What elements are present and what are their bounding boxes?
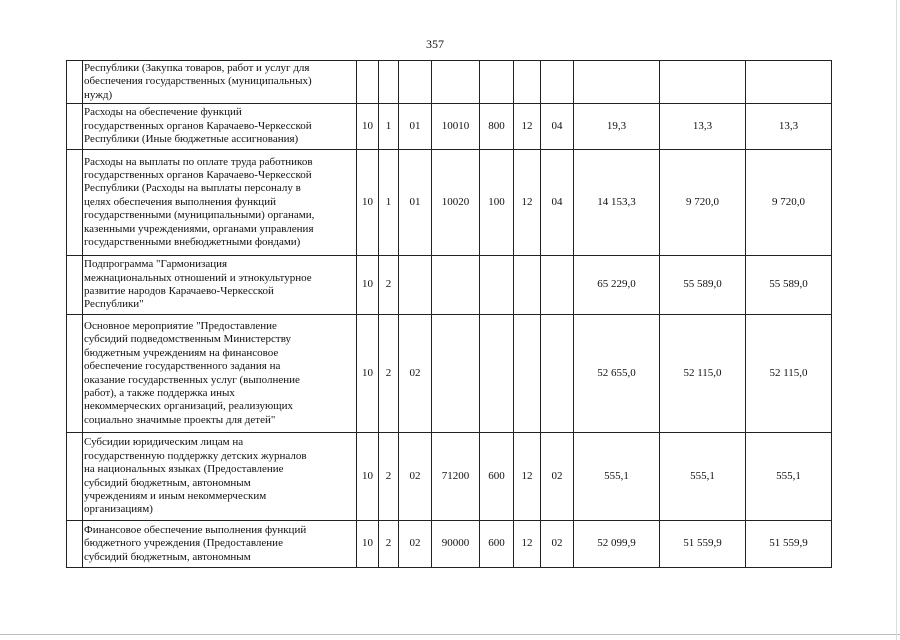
subsection-code-cell: 04	[541, 150, 574, 256]
expense-type-code-cell: 800	[480, 104, 514, 150]
row-name-line: Республики (Иные бюджетные ассигнования)	[84, 133, 299, 146]
page-bottom-edge	[0, 634, 900, 635]
subsection-code-cell	[541, 315, 574, 433]
row-margin-cell	[67, 315, 83, 433]
main-activity-code-cell: 02	[399, 315, 432, 433]
expense-type-code-cell	[480, 256, 514, 315]
row-margin-cell	[67, 256, 83, 315]
program-code-cell: 10	[357, 433, 379, 521]
main-activity-code-cell: 01	[399, 150, 432, 256]
row-name-line: на национальных языках (Предоставление	[84, 463, 284, 476]
budget-table	[66, 60, 832, 568]
expense-type-code-cell	[480, 315, 514, 433]
amount-year2-cell: 555,1	[660, 433, 746, 521]
amount-year2-cell: 9 720,0	[660, 150, 746, 256]
subprogram-code-cell: 1	[379, 150, 399, 256]
subprogram-code-cell: 1	[379, 104, 399, 150]
amount-year2-cell	[660, 61, 746, 104]
program-code-cell: 10	[357, 104, 379, 150]
row-name-line: государственных органов Карачаево-Черкесской	[84, 119, 312, 132]
amount-year3-cell: 52 115,0	[746, 315, 832, 433]
row-name-line: Республики"	[84, 298, 144, 311]
row-name-cell	[83, 150, 357, 256]
amount-year1-cell	[574, 61, 660, 104]
amount-year3-cell: 9 720,0	[746, 150, 832, 256]
section-code-cell: 12	[514, 104, 541, 150]
row-name-line: Республики (Закупка товаров, работ и услуг для	[84, 61, 310, 74]
subprogram-code-cell	[379, 61, 399, 104]
expense-type-code-cell	[480, 61, 514, 104]
table-row	[67, 433, 832, 521]
row-name-cell	[83, 521, 357, 568]
subsection-code-cell	[541, 61, 574, 104]
row-margin-cell	[67, 61, 83, 104]
amount-year1-cell: 14 153,3	[574, 150, 660, 256]
program-code-cell: 10	[357, 315, 379, 433]
row-name-line: субсидий бюджетным, автономным	[84, 476, 251, 489]
row-name-line: Расходы на обеспечение функций	[84, 106, 242, 119]
row-name-cell	[83, 315, 357, 433]
table-row	[67, 315, 832, 433]
table-row	[67, 104, 832, 150]
direction-code-cell: 10010	[432, 104, 480, 150]
section-code-cell	[514, 61, 541, 104]
program-code-cell: 10	[357, 256, 379, 315]
expense-type-code-cell: 100	[480, 150, 514, 256]
row-name-line: Финансовое обеспечение выполнения функций	[84, 523, 307, 536]
table-row	[67, 150, 832, 256]
amount-year2-cell: 55 589,0	[660, 256, 746, 315]
row-name-line: развитие народов Карачаево-Черкесской	[84, 285, 274, 297]
row-name-line: субсидий бюджетным, автономным	[84, 550, 251, 563]
program-code-cell	[357, 61, 379, 104]
amount-year1-cell: 19,3	[574, 104, 660, 150]
amount-year1-cell: 52 099,9	[574, 521, 660, 568]
row-name-line: Расходы на выплаты по оплате труда работников	[84, 155, 313, 168]
expense-type-code-cell: 600	[480, 433, 514, 521]
row-name-line: бюджетным учреждениям на финансовое	[84, 346, 279, 359]
main-activity-code-cell	[399, 256, 432, 315]
main-activity-code-cell: 02	[399, 433, 432, 521]
row-name-line: организациям)	[84, 503, 153, 516]
row-name-line: бюджетного учреждения (Предоставление	[84, 537, 283, 550]
row-name-line: обеспечение государственного задания на	[84, 360, 281, 373]
row-name-line: целях обеспечения выполнения функций	[84, 195, 276, 208]
subsection-code-cell: 04	[541, 104, 574, 150]
table-row	[67, 61, 832, 104]
row-name-line: учреждениям и иным некоммерческим	[84, 489, 267, 502]
row-name-line: субсидий подведомственным Министерству	[84, 333, 292, 346]
subprogram-code-cell: 2	[379, 521, 399, 568]
amount-year3-cell: 55 589,0	[746, 256, 832, 315]
row-name-line: социально значимые проекты для детей"	[84, 413, 276, 426]
row-name-line: государственными внебюджетными фондами)	[84, 236, 301, 249]
row-name-line: Республики (Расходы на выплаты персоналу в	[84, 182, 301, 195]
subprogram-code-cell: 2	[379, 256, 399, 315]
section-code-cell: 12	[514, 521, 541, 568]
direction-code-cell: 71200	[432, 433, 480, 521]
amount-year2-cell: 52 115,0	[660, 315, 746, 433]
table-row	[67, 256, 832, 315]
subsection-code-cell: 02	[541, 521, 574, 568]
program-code-cell: 10	[357, 521, 379, 568]
direction-code-cell	[432, 315, 480, 433]
subsection-code-cell: 02	[541, 433, 574, 521]
direction-code-cell: 10020	[432, 150, 480, 256]
row-name-line: государственных органов Карачаево-Черкесской	[84, 168, 312, 181]
section-code-cell	[514, 315, 541, 433]
amount-year2-cell: 13,3	[660, 104, 746, 150]
page-number: 357	[426, 37, 444, 51]
amount-year3-cell: 13,3	[746, 104, 832, 150]
program-code-cell: 10	[357, 150, 379, 256]
row-name-cell	[83, 104, 357, 150]
section-code-cell	[514, 256, 541, 315]
subprogram-code-cell: 2	[379, 315, 399, 433]
row-name-line: казенными учреждениями, органами управления	[84, 222, 314, 235]
page-right-edge	[896, 0, 897, 640]
direction-code-cell	[432, 256, 480, 315]
row-margin-cell	[67, 150, 83, 256]
row-name-line: нужд)	[84, 88, 113, 101]
main-activity-code-cell	[399, 61, 432, 104]
row-margin-cell	[67, 521, 83, 568]
row-name-cell	[83, 61, 357, 104]
amount-year3-cell: 555,1	[746, 433, 832, 521]
row-name-line: государственными (муниципальными) органами,	[84, 209, 315, 222]
row-name-line: Основное мероприятие "Предоставление	[84, 319, 277, 332]
row-margin-cell	[67, 104, 83, 150]
amount-year3-cell: 51 559,9	[746, 521, 832, 568]
main-activity-code-cell: 01	[399, 104, 432, 150]
row-name-line: некоммерческих организаций, реализующих	[84, 400, 294, 413]
row-name-line: обеспечения государственных (муниципальных)	[84, 75, 312, 88]
direction-code-cell	[432, 61, 480, 104]
amount-year1-cell: 52 655,0	[574, 315, 660, 433]
subsection-code-cell	[541, 256, 574, 315]
row-name-line: работ), а также поддержка иных	[84, 386, 235, 399]
amount-year1-cell: 555,1	[574, 433, 660, 521]
row-name-line: Субсидии юридическим лицам на	[84, 436, 244, 449]
expense-type-code-cell: 600	[480, 521, 514, 568]
section-code-cell: 12	[514, 433, 541, 521]
row-name-cell	[83, 433, 357, 521]
amount-year3-cell	[746, 61, 832, 104]
amount-year2-cell: 51 559,9	[660, 521, 746, 568]
table-row	[67, 521, 832, 568]
section-code-cell: 12	[514, 150, 541, 256]
subprogram-code-cell: 2	[379, 433, 399, 521]
row-margin-cell	[67, 433, 83, 521]
row-name-line: государственную поддержку детских журналов	[84, 449, 307, 462]
row-name-line: межнациональных отношений и этнокультурное	[84, 271, 312, 284]
amount-year1-cell: 65 229,0	[574, 256, 660, 315]
main-activity-code-cell: 02	[399, 521, 432, 568]
row-name-cell	[83, 256, 357, 315]
row-name-line: оказание государственных услуг (выполнение	[84, 373, 300, 386]
direction-code-cell: 90000	[432, 521, 480, 568]
row-name-line: Подпрограмма "Гармонизация	[84, 258, 228, 271]
